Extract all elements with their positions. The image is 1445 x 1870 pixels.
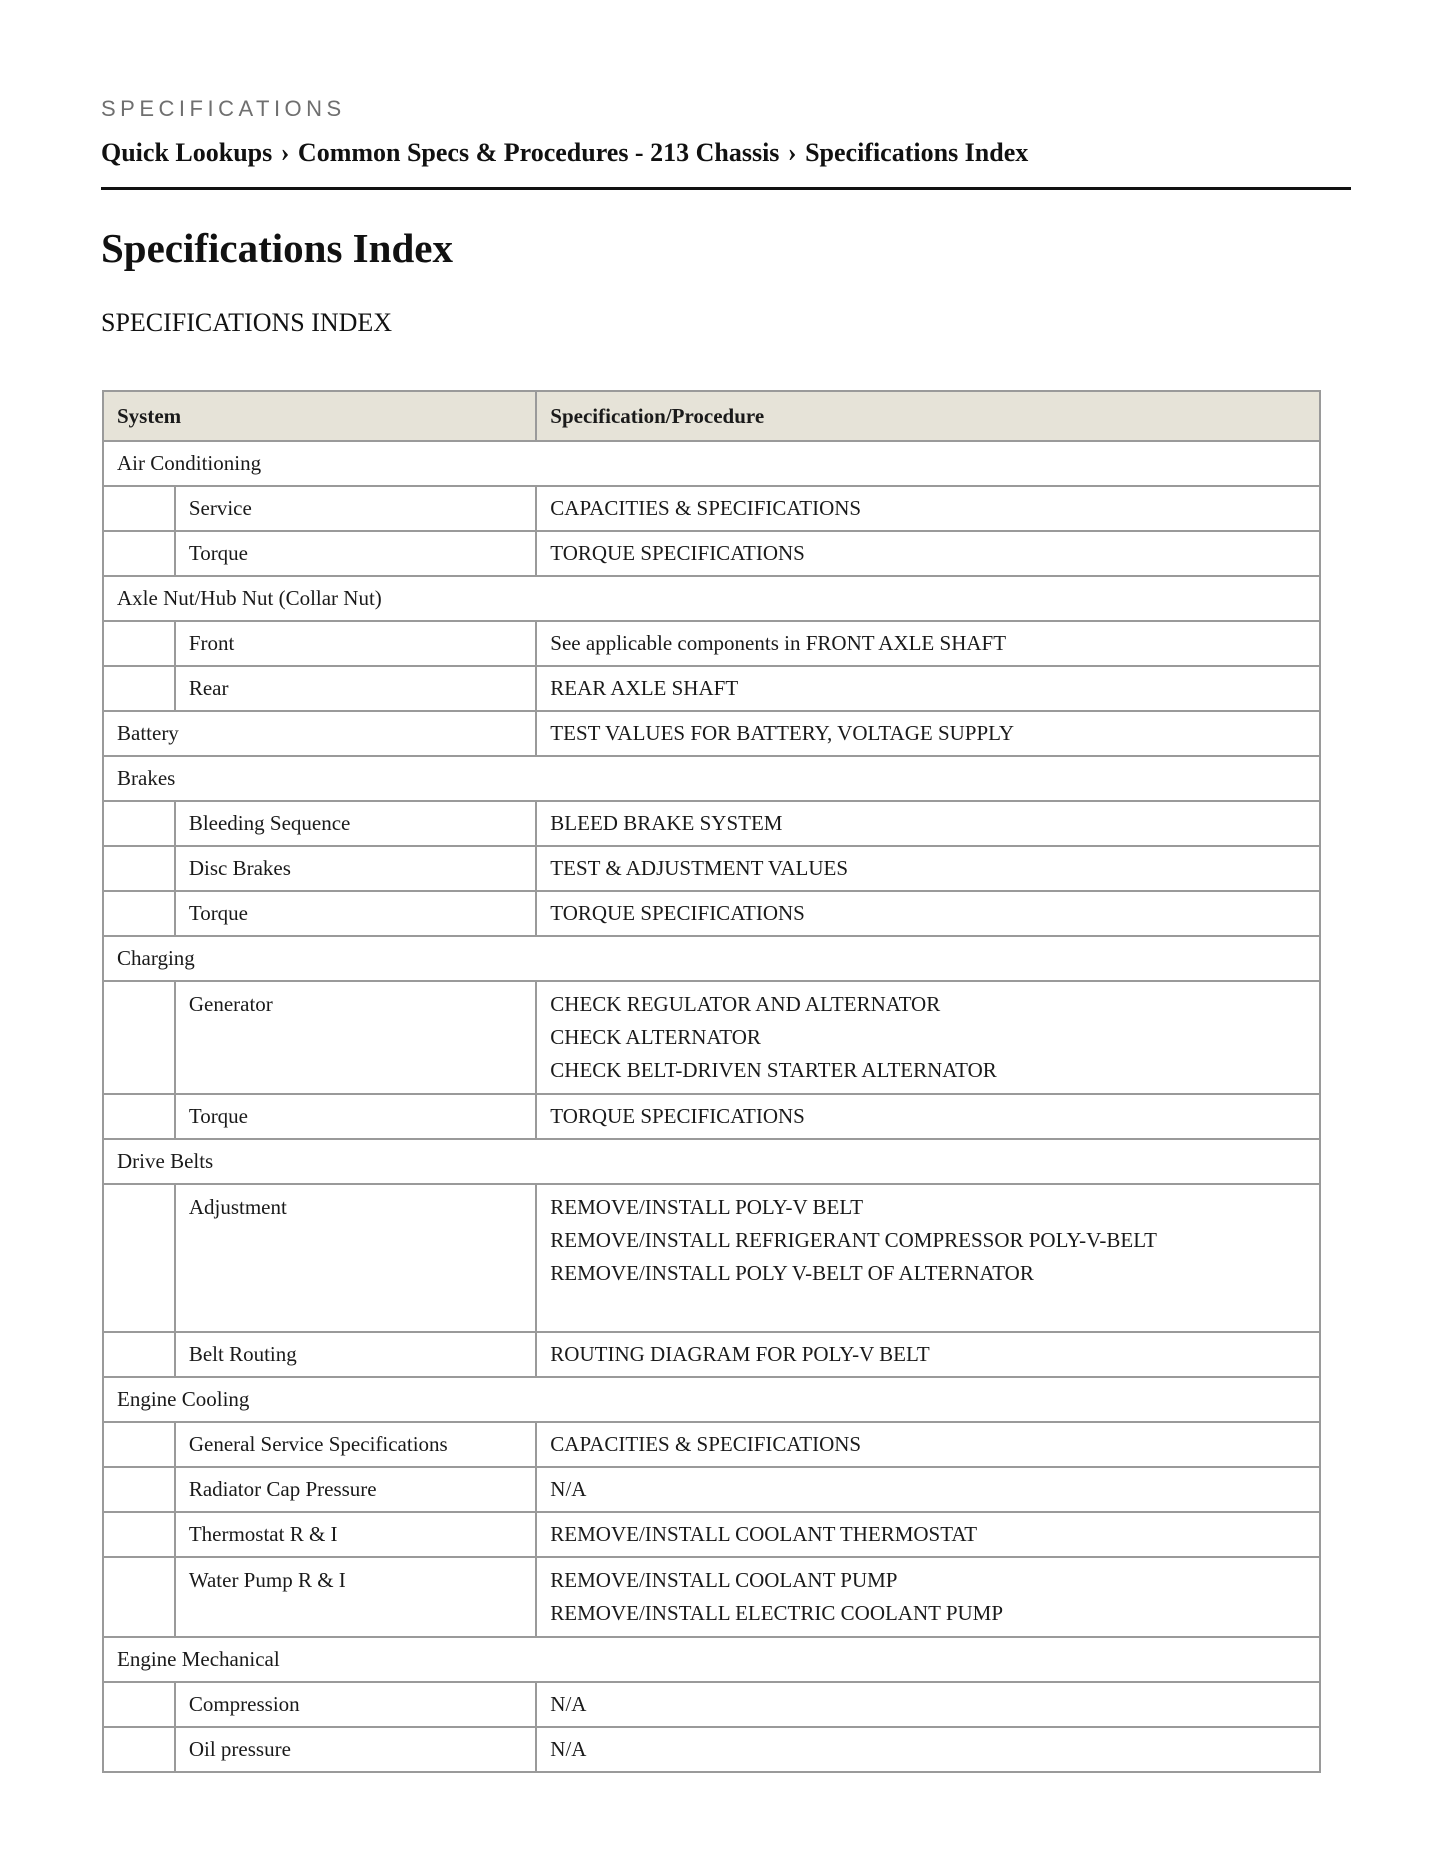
specification-link[interactable]: CHECK ALTERNATOR <box>550 1025 761 1049</box>
system-cell-compression: Compression <box>175 1682 536 1727</box>
indent-cell <box>103 1557 175 1637</box>
specification-cell <box>536 801 1320 846</box>
table-row <box>103 1512 1320 1557</box>
system-group-brakes: Brakes <box>103 756 1320 801</box>
specification-link: N/A <box>550 1692 587 1716</box>
table-row <box>103 936 1320 981</box>
page-title: Specifications Index <box>101 225 453 271</box>
specification-link[interactable]: REMOVE/INSTALL COOLANT PUMP <box>550 1568 898 1592</box>
breadcrumb-separator: › <box>280 138 290 167</box>
table-row <box>103 1682 1320 1727</box>
system-cell-thermostat-r-i: Thermostat R & I <box>175 1512 536 1557</box>
specification-cell <box>536 1727 1320 1772</box>
indent-cell <box>103 666 175 711</box>
specification-cell <box>536 531 1320 576</box>
indent-cell <box>103 1094 175 1139</box>
system-group-axle-nut-hub-nut-collar-nut: Axle Nut/Hub Nut (Collar Nut) <box>103 576 1320 621</box>
indent-cell <box>103 981 175 1094</box>
system-cell-torque: Torque <box>175 531 536 576</box>
indent-cell <box>103 531 175 576</box>
specification-link[interactable]: TEST & ADJUSTMENT VALUES <box>550 856 849 880</box>
table-row <box>103 1139 1320 1184</box>
specification-cell <box>536 1184 1320 1332</box>
specifications-table <box>102 390 1321 1773</box>
indent-cell <box>103 1184 175 1332</box>
specification-link[interactable]: CHECK BELT-DRIVEN STARTER ALTERNATOR <box>550 1058 997 1082</box>
breadcrumb-item-common-specs[interactable]: Common Specs & Procedures - 213 Chassis <box>297 138 780 167</box>
indent-cell <box>103 891 175 936</box>
specification-cell <box>536 1467 1320 1512</box>
column-header-specification: Specification/Procedure <box>536 391 1320 441</box>
header-divider <box>101 187 1351 190</box>
specification-cell <box>536 666 1320 711</box>
system-group-air-conditioning: Air Conditioning <box>103 441 1320 486</box>
indent-cell <box>103 846 175 891</box>
specification-link[interactable]: See applicable components in FRONT AXLE SHAFT <box>550 631 1007 655</box>
system-cell-oil-pressure: Oil pressure <box>175 1727 536 1772</box>
system-group-charging: Charging <box>103 936 1320 981</box>
table-row <box>103 1637 1320 1682</box>
specification-cell <box>536 891 1320 936</box>
breadcrumb-separator: › <box>787 138 797 167</box>
table-row <box>103 576 1320 621</box>
specification-cell <box>536 1512 1320 1557</box>
table-row <box>103 1184 1320 1332</box>
indent-cell <box>103 1422 175 1467</box>
table-body <box>103 441 1320 1772</box>
specification-link[interactable]: TORQUE SPECIFICATIONS <box>550 901 805 925</box>
indent-cell <box>103 621 175 666</box>
specification-cell <box>536 1682 1320 1727</box>
table-row <box>103 756 1320 801</box>
system-cell-front: Front <box>175 621 536 666</box>
specification-link[interactable]: TORQUE SPECIFICATIONS <box>550 1104 805 1128</box>
specification-link[interactable]: CAPACITIES & SPECIFICATIONS <box>550 496 862 520</box>
specification-link[interactable]: REAR AXLE SHAFT <box>550 676 739 700</box>
system-group-engine-cooling: Engine Cooling <box>103 1377 1320 1422</box>
specification-cell <box>536 621 1320 666</box>
breadcrumb-item-quick-lookups[interactable]: Quick Lookups <box>101 138 273 167</box>
indent-cell <box>103 1727 175 1772</box>
system-cell-generator: Generator <box>175 981 536 1094</box>
specification-cell <box>536 1332 1320 1377</box>
page-subtitle: SPECIFICATIONS INDEX <box>101 308 393 337</box>
table-row <box>103 1557 1320 1637</box>
system-cell-adjustment: Adjustment <box>175 1184 536 1332</box>
specification-cell <box>536 1557 1320 1637</box>
system-cell-disc-brakes: Disc Brakes <box>175 846 536 891</box>
breadcrumb <box>101 138 1028 168</box>
specification-cell <box>536 846 1320 891</box>
specification-link[interactable]: TEST VALUES FOR BATTERY, VOLTAGE SUPPLY <box>550 721 1015 745</box>
table-row <box>103 666 1320 711</box>
specification-link[interactable]: REMOVE/INSTALL POLY-V BELT <box>550 1195 864 1219</box>
table-row <box>103 486 1320 531</box>
table-row <box>103 1377 1320 1422</box>
indent-cell <box>103 1332 175 1377</box>
table-row <box>103 711 1320 756</box>
table-row <box>103 531 1320 576</box>
table-row <box>103 891 1320 936</box>
system-cell-bleeding-sequence: Bleeding Sequence <box>175 801 536 846</box>
system-cell-general-service-specifications: General Service Specifications <box>175 1422 536 1467</box>
indent-cell <box>103 486 175 531</box>
system-cell-rear: Rear <box>175 666 536 711</box>
indent-cell <box>103 1467 175 1512</box>
specification-link[interactable]: BLEED BRAKE SYSTEM <box>550 811 783 835</box>
system-group-drive-belts: Drive Belts <box>103 1139 1320 1184</box>
specification-link: N/A <box>550 1737 587 1761</box>
specification-link[interactable]: CHECK REGULATOR AND ALTERNATOR <box>550 992 941 1016</box>
section-label: SPECIFICATIONS <box>101 96 346 121</box>
table-row <box>103 1422 1320 1467</box>
system-group-engine-mechanical: Engine Mechanical <box>103 1637 1320 1682</box>
specification-cell <box>536 1422 1320 1467</box>
specification-link[interactable]: TORQUE SPECIFICATIONS <box>550 541 805 565</box>
table-row <box>103 1467 1320 1512</box>
system-cell-battery: Battery <box>103 711 536 756</box>
table-row <box>103 621 1320 666</box>
table-row <box>103 981 1320 1094</box>
table-row <box>103 846 1320 891</box>
system-cell-torque: Torque <box>175 1094 536 1139</box>
specification-link[interactable]: REMOVE/INSTALL POLY V-BELT OF ALTERNATOR <box>550 1261 1034 1285</box>
indent-cell <box>103 1512 175 1557</box>
table-row <box>103 1094 1320 1139</box>
breadcrumb-item-current: Specifications Index <box>805 138 1029 167</box>
table-row <box>103 1727 1320 1772</box>
system-cell-service: Service <box>175 486 536 531</box>
system-cell-belt-routing: Belt Routing <box>175 1332 536 1377</box>
table-row <box>103 441 1320 486</box>
table-row <box>103 801 1320 846</box>
specification-link: N/A <box>550 1477 587 1501</box>
column-header-system: System <box>103 391 536 441</box>
specification-link[interactable]: REMOVE/INSTALL COOLANT THERMOSTAT <box>550 1522 978 1546</box>
specification-cell <box>536 1094 1320 1139</box>
system-cell-water-pump-r-i: Water Pump R & I <box>175 1557 536 1637</box>
specification-link[interactable]: CAPACITIES & SPECIFICATIONS <box>550 1432 862 1456</box>
indent-cell <box>103 1682 175 1727</box>
system-cell-radiator-cap-pressure: Radiator Cap Pressure <box>175 1467 536 1512</box>
system-cell-torque: Torque <box>175 891 536 936</box>
specification-link[interactable]: ROUTING DIAGRAM FOR POLY-V BELT <box>550 1342 930 1366</box>
indent-cell <box>103 801 175 846</box>
specification-cell <box>536 711 1320 756</box>
table-row <box>103 1332 1320 1377</box>
specification-cell <box>536 981 1320 1094</box>
specification-cell <box>536 486 1320 531</box>
table-header-row <box>103 391 1320 441</box>
specification-link[interactable]: REMOVE/INSTALL ELECTRIC COOLANT PUMP <box>550 1601 1004 1625</box>
specification-link[interactable]: REMOVE/INSTALL REFRIGERANT COMPRESSOR POLY-V-BELT <box>550 1228 1157 1252</box>
